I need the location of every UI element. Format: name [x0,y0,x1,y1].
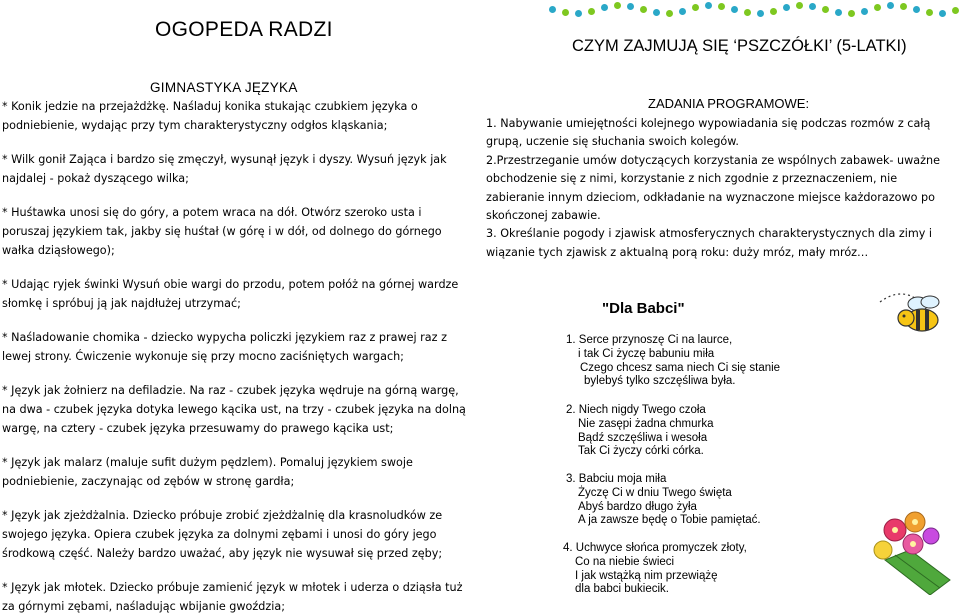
decorative-dot [861,8,868,15]
decorative-dot [848,10,855,17]
program-title: ZADANIA PROGRAMOWE: [648,96,810,111]
decorative-dot [653,9,660,16]
poem-line: 2. Niech nigdy Twego czoła [566,404,706,416]
gymnastics-title: GIMNASTYKA JĘZYKA [150,80,298,95]
decorative-dot [887,2,894,9]
decorative-dot [562,9,569,16]
poem-line: Życzę Ci w dniu Twego święta [578,486,732,499]
exercise-item: * Konik jedzie na przejażdżkę. Naśladuj konika stukając czubkiem języka o podniebienie, wydając przy tym charakterystyczny odgłos kląskania; [2,100,418,132]
decorative-dot [926,9,933,16]
decorative-dot [835,9,842,16]
poem-stanza [566,473,761,528]
decorative-dot [705,2,712,9]
poem-stanza [563,542,747,597]
poem-line: Abyś bardzo długo żyła [578,500,697,513]
program-list [486,115,958,262]
program-item: 1. Nabywanie umiejętności kolejnego wypowiadania się podczas rozmów z całą grupą, uczenie się słuchania swoich kolegów. [486,117,931,149]
decorative-dot [952,7,959,14]
decorative-dot [744,9,751,16]
exercise-list [2,97,472,616]
poem-line: 3. Babciu moja miła [566,473,667,485]
decorative-dot [783,4,790,11]
decorative-dot-border [545,0,960,22]
decorative-dot [679,8,686,15]
exercise-item: * Naśladowanie chomika - dziecko wypycha policzki językiem raz z prawej raz z lewej strony. Ćwiczenie wykonuje się przy mocno zaciśniętych wargach; [2,331,447,363]
decorative-dot [757,10,764,17]
exercise-item: * Huśtawka unosi się do góry, a potem wraca na dół. Otwórz szeroko usta i poruszaj językiem tak, jakby się huśtał (w górę i w dół, od dolnego do górnego wałka dziąsłowego); [2,206,442,257]
poem-line: Co na niebie świeci [575,555,675,568]
decorative-dot [575,10,582,17]
poem-line: Tak Ci życzy córki córka. [578,445,704,458]
poem-line: 4. Uchwyce słońca promyczek złoty, [563,542,747,554]
decorative-dot [822,6,829,13]
decorative-dot [913,6,920,13]
poem-line: A ja zawsze będę o Tobie pamiętać. [578,514,761,527]
decorative-dot [731,6,738,13]
poem-line: i tak Ci życzę babuniu miła [578,347,715,360]
poem-stanza [566,404,714,459]
bouquet-icon [855,500,955,595]
poem-line: Bądź szczęśliwa i wesoła [578,431,708,444]
page-title: OGOPEDA RADZI [155,18,333,41]
decorative-dot [588,8,595,15]
decorative-dot [666,10,673,17]
poem-line: bylebyś tylko szczęśliwa była. [584,375,736,388]
exercise-item: * Wilk gonił Zająca i bardzo się zmęczył, wysunął język i dyszy. Wysuń język jak najdalej - pokaż dyszącego wilka; [2,153,447,185]
exercise-item: * Język jak zjeżdżalnia. Dziecko próbuje zrobić zjeżdżalnię dla krasnoludków ze swojego języka. Opiera czubek języka za dolnymi zębami i unosi do góry jego środkową część. Należy bardzo uważać, aby język nie wysuwał się przed zęby; [2,509,443,560]
decorative-dot [627,3,634,10]
decorative-dot [692,4,699,11]
decorative-dot [549,6,556,13]
group-title: CZYM ZAJMUJĄ SIĘ ‘PSZCZÓŁKI’ (5-LATKI) [572,37,907,55]
exercise-item: * Język jak malarz (maluje sufit dużym pędzlem). Pomaluj językiem swoje podniebienie, zaczynając od zębów w stronę gardła; [2,456,413,488]
poem-line: I jak wstążką nim przewiążę [575,569,718,582]
poem-line: Nie zasępi żadna chmurka [578,417,714,430]
program-item: 3. Określanie pogody i zjawisk atmosferycznych charakterystycznych dla zimy i wiązanie tych zjawisk z aktualną porą roku: duży mróz, mały mróz… [486,227,933,259]
exercise-item: * Język jak młotek. Dziecko próbuje zamienić język w młotek i uderza o dziąsła tuż za górnymi zębami, naśladując wbijanie gwoździa; [2,581,463,613]
decorative-dot [874,4,881,11]
poem-title: "Dla Babci" [602,300,685,317]
decorative-dot [796,2,803,9]
poem-stanza [566,334,780,389]
decorative-dot [900,3,907,10]
exercise-item: * Udając ryjek świnki Wysuń obie wargi do przodu, potem połóż na górnej wardze słomkę i spróbuj ją jak najdłużej utrzymać; [2,278,459,310]
poem-line: 1. Serce przynoszę Ci na laurce, [566,334,733,346]
decorative-dot [939,10,946,17]
decorative-dot [640,6,647,13]
decorative-dot [770,8,777,15]
exercise-item: * Język jak żołnierz na defiladzie. Na raz - czubek języka wędruje na górną wargę, na dwa - czubek języka dotyka lewego kącika ust, na trzy - czubek języka na dolną wargę, na cztery - czubek języka przesuwamy do prawego kącika ust; [2,384,466,435]
program-item: 2.Przestrzeganie umów dotyczących korzystania ze wspólnych zabawek- uważne obchodzenie się z nimi, korzystanie z nich zgodnie z przeznaczeniem, nie zabieranie innym dzieciom, odkładanie na wyznaczone miejsce każdorazowo po skończonej zabawie. [486,153,940,223]
decorative-dot [809,3,816,10]
decorative-dot [601,4,608,11]
poem-line: dla babci bukiecik. [575,583,669,596]
bee-icon [870,282,950,352]
decorative-dot [614,2,621,9]
poem-line: Czego chcesz sama niech Ci się stanie [580,361,781,374]
decorative-dot [718,3,725,10]
